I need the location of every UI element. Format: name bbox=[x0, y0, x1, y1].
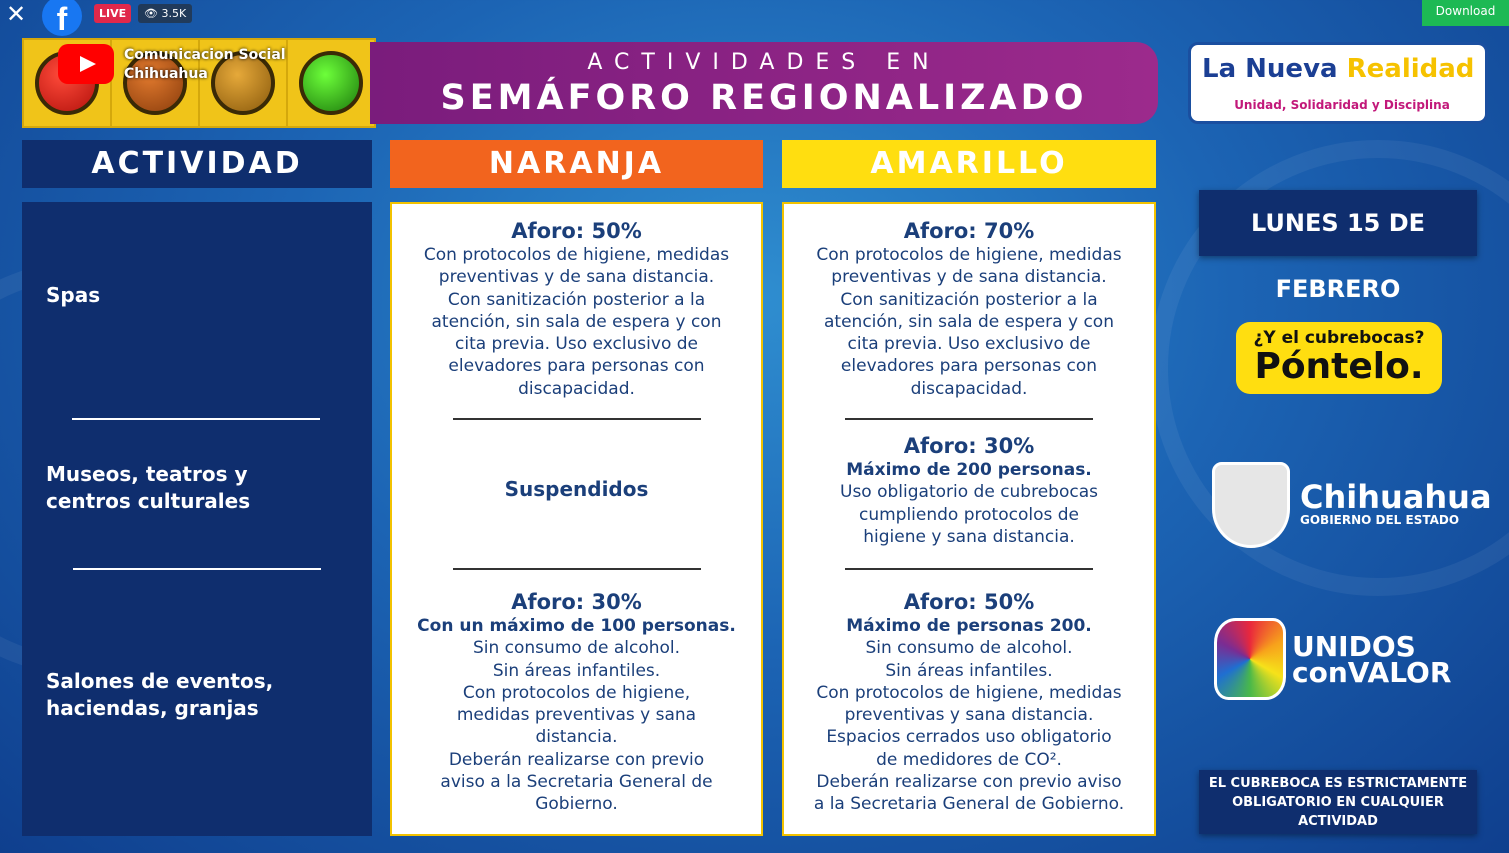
eye-icon: 👁 bbox=[144, 7, 158, 20]
naranja-salones-bold: Con un máximo de 100 personas. bbox=[417, 616, 736, 636]
naranja-salones-cell bbox=[392, 589, 761, 816]
amarillo-spas-heading: Aforo: 70% bbox=[903, 219, 1035, 243]
unidos-map-icon bbox=[1214, 618, 1286, 700]
close-icon[interactable]: ✕ bbox=[5, 0, 27, 28]
amarillo-salones-cell bbox=[784, 589, 1154, 816]
text-line: Con protocolos de higiene, medidas bbox=[423, 245, 730, 265]
text-line: cita previa. Uso exclusivo de bbox=[455, 334, 698, 355]
text-line: atención, sin sala de espera y con bbox=[431, 311, 722, 332]
text-line: Deberán realizarse con previo bbox=[448, 749, 705, 770]
text-line: discapacidad. bbox=[910, 378, 1028, 399]
facebook-icon[interactable]: f bbox=[42, 0, 82, 36]
text-line: Con protocolos de higiene, medidas bbox=[816, 682, 1122, 703]
text-line: Con sanitización posterior a la bbox=[447, 289, 706, 310]
text-line: Con sanitización posterior a la bbox=[840, 289, 1098, 310]
amarillo-spas-cell bbox=[784, 218, 1154, 400]
text-line: Sin consumo de alcohol. bbox=[472, 638, 681, 659]
naranja-museos-heading: Suspendidos bbox=[504, 477, 649, 501]
text-line: Con protocolos de higiene, bbox=[462, 682, 691, 703]
chihuahua-shield-icon bbox=[1212, 462, 1290, 548]
channel-name-line1: Comunicacion Social bbox=[124, 47, 286, 63]
amarillo-museos-heading: Aforo: 30% bbox=[903, 434, 1035, 458]
naranja-divider bbox=[453, 418, 701, 420]
channel-name-line2: Chihuahua bbox=[124, 66, 208, 82]
text-line: de medidores de CO². bbox=[876, 749, 1062, 770]
logo-subtitle: Unidad, Solidaridad y Disciplina bbox=[1234, 98, 1450, 112]
amarillo-salones-bold: Máximo de personas 200. bbox=[846, 616, 1092, 636]
text-line: higiene y sana distancia. bbox=[863, 526, 1075, 547]
viewer-count bbox=[138, 4, 192, 23]
text-line: cita previa. Uso exclusivo de bbox=[847, 334, 1091, 355]
live-badge: LIVE bbox=[94, 4, 131, 23]
header-naranja: NARANJA bbox=[390, 140, 763, 188]
text-line: atención, sin sala de espera y con bbox=[824, 311, 1114, 332]
download-button[interactable]: Download bbox=[1422, 0, 1509, 26]
page-title: SEMÁFORO REGIONALIZADO bbox=[440, 78, 1088, 118]
header-amarillo: AMARILLO bbox=[782, 140, 1156, 188]
naranja-spas-heading: Aforo: 50% bbox=[511, 219, 642, 243]
amarillo-salones-heading: Aforo: 50% bbox=[903, 590, 1035, 614]
cubreboca-line1: EL CUBREBOCA ES ESTRICTAMENTE bbox=[1208, 775, 1468, 791]
activity-museos: Museos, teatros y centros culturales bbox=[46, 462, 251, 513]
text-line: Deberán realizarse con previo aviso bbox=[816, 772, 1122, 793]
amarillo-divider bbox=[845, 418, 1093, 420]
text-line: discapacidad. bbox=[518, 378, 635, 399]
text-line: a la Secretaria General de Gobierno. bbox=[813, 794, 1125, 815]
activity-salones: Salones de eventos, haciendas, granjas bbox=[46, 669, 274, 720]
logo-title-part1: La Nueva bbox=[1202, 54, 1347, 84]
naranja-salones-heading: Aforo: 30% bbox=[511, 590, 642, 614]
text-line: Sin áreas infantiles. bbox=[885, 660, 1053, 681]
amarillo-museos-bold: Máximo de 200 personas. bbox=[846, 460, 1092, 480]
text-line: preventivas y de sana distancia. bbox=[831, 267, 1107, 288]
text-line: Sin consumo de alcohol. bbox=[865, 638, 1073, 659]
text-line: elevadores para personas con bbox=[840, 356, 1098, 377]
text-line: preventivas y de sana distancia. bbox=[438, 267, 715, 288]
text-line: preventivas y sana distancia. bbox=[844, 705, 1094, 726]
text-line: elevadores para personas con bbox=[448, 356, 705, 377]
text-line: medidas preventivas y sana bbox=[456, 705, 697, 726]
text-line: aviso a la Secretaria General de bbox=[440, 772, 713, 793]
green-bulb bbox=[299, 51, 363, 115]
text-line: Con protocolos de higiene, medidas bbox=[816, 245, 1122, 265]
unidos-line1: UNIDOS bbox=[1292, 630, 1416, 663]
pontelo-question: ¿Y el cubrebocas? bbox=[1253, 328, 1425, 348]
naranja-museos-cell bbox=[392, 476, 761, 502]
logo-title-part2: Realidad bbox=[1346, 54, 1475, 84]
text-line: Uso obligatorio de cubrebocas bbox=[840, 482, 1098, 503]
activity-divider bbox=[73, 568, 321, 570]
unidos-line2: conVALOR bbox=[1292, 656, 1452, 689]
cubreboca-notice bbox=[1199, 770, 1477, 834]
viewer-count-text: 3.5K bbox=[161, 7, 187, 20]
chihuahua-subtitle: GOBIERNO DEL ESTADO bbox=[1300, 513, 1460, 527]
text-line: cumpliendo protocolos de bbox=[858, 504, 1079, 525]
channel-name[interactable] bbox=[124, 46, 304, 84]
logo-title bbox=[1202, 54, 1482, 84]
pontelo-word: Póntelo. bbox=[1254, 346, 1424, 387]
chihuahua-title: Chihuahua bbox=[1300, 478, 1492, 516]
naranja-spas-cell bbox=[392, 218, 761, 400]
cubreboca-line2: OBLIGATORIO EN CUALQUIER ACTIVIDAD bbox=[1232, 794, 1444, 829]
amarillo-divider bbox=[845, 568, 1093, 570]
youtube-icon[interactable] bbox=[58, 44, 114, 84]
text-line: distancia. bbox=[535, 727, 618, 748]
amarillo-museos-cell bbox=[784, 433, 1154, 548]
text-line: Gobierno. bbox=[535, 794, 618, 815]
activity-divider bbox=[72, 418, 320, 420]
text-line: Sin áreas infantiles. bbox=[492, 660, 661, 681]
activity-spas: Spas bbox=[46, 283, 101, 307]
naranja-divider bbox=[453, 568, 701, 570]
header-actividad: ACTIVIDAD bbox=[22, 140, 372, 188]
date-box: LUNES 15 DE FEBRERO bbox=[1199, 190, 1477, 256]
title-line1: ACTIVIDADES EN bbox=[587, 50, 941, 75]
text-line: Espacios cerrados uso obligatorio bbox=[826, 727, 1112, 748]
